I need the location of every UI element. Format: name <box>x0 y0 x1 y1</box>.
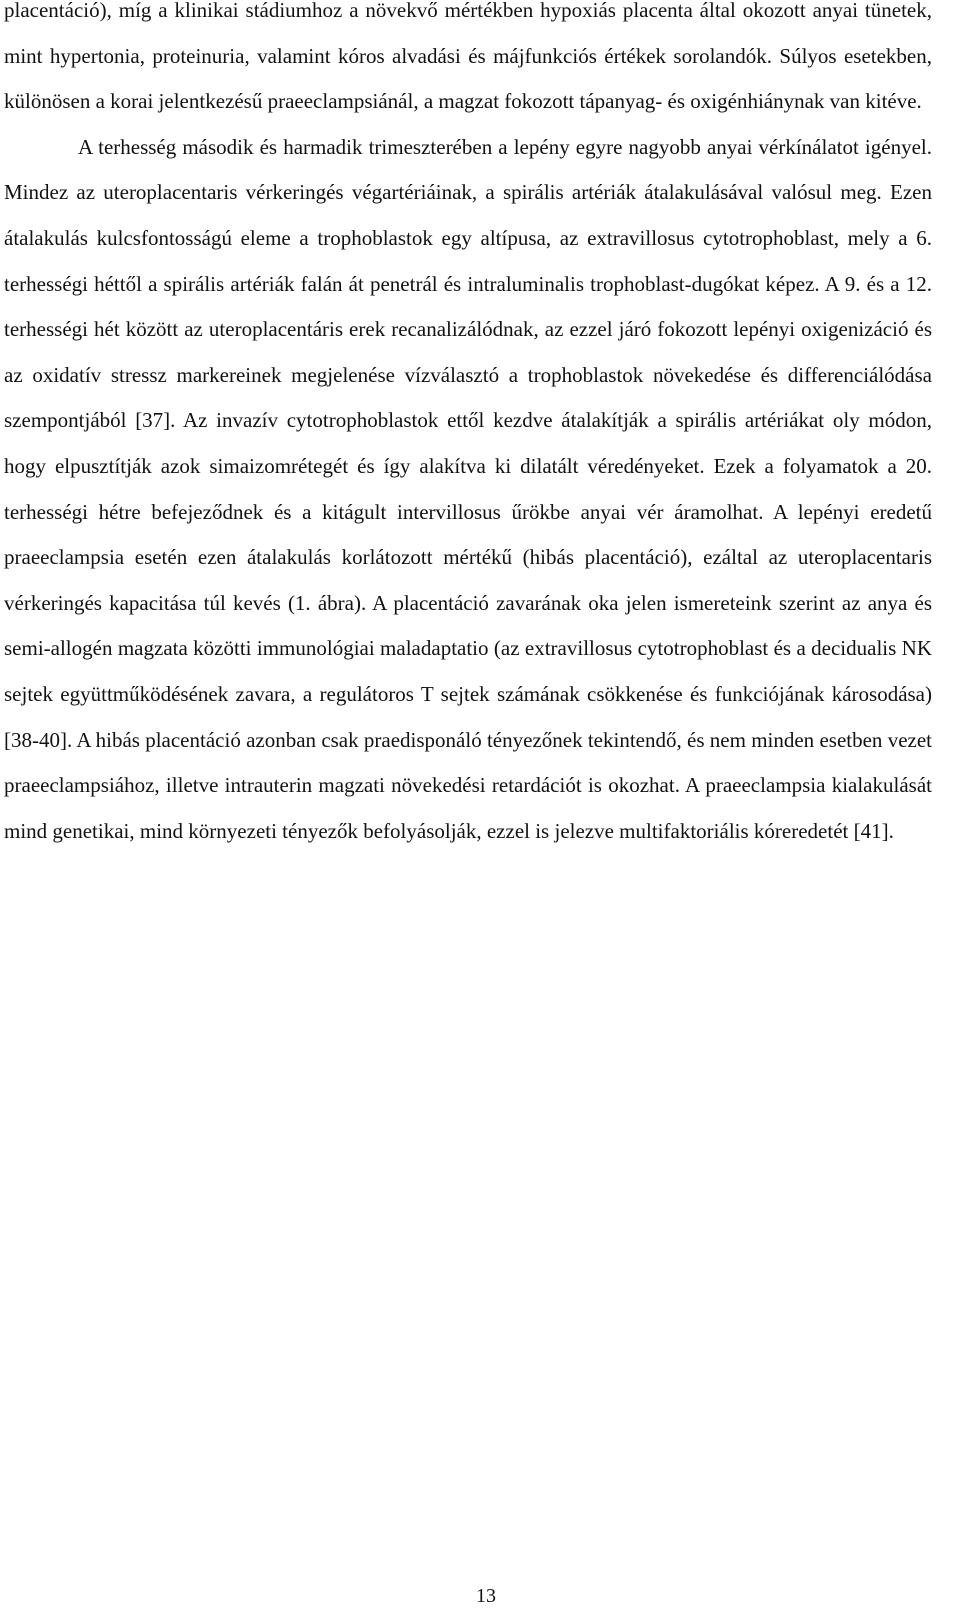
page-body <box>4 0 932 854</box>
page-number: 13 <box>476 1585 496 1607</box>
paragraph-placentation: A terhesség második és harmadik trimeszterében a lepény egyre nagyobb anyai vérkínálatot igényel. Mindez az uteroplacentaris vérkeringés végartériáinak, a spirális artériák átalakulásával valósul meg. Ezen átalakulás kulcsfontosságú eleme a trophoblastok egy altípusa, az extravillosus cytotrophoblast, mely a 6. terhességi héttől a spirális artériák falán át penetrál és intraluminalis trophoblast-dugókat képez. A 9. és a 12. terhességi hét között az uteroplacentáris erek recanalizálódnak, az ezzel járó fokozott lepényi oxigenizáció és az oxidatív stressz markereinek megjelenése vízválasztó a trophoblastok növekedése és differenciálódása szempontjából [37]. Az invazív cytotrophoblastok ettől kezdve átalakítják a spirális artériákat oly módon, hogy elpusztítják azok simaizomrétegét és így alakítva ki dilatált véredényeket. Ezek a folyamatok a 20. terhességi hétre befejeződnek és a kitágult intervillosus űrökbe anyai vér áramolhat. A lepényi eredetű praeeclampsia esetén ezen átalakulás korlátozott mértékű (hibás placentáció), ezáltal az uteroplacentaris vérkeringés kapacitása túl kevés (1. ábra). A placentáció zavarának oka jelen ismereteink szerint az anya és semi-allogén magzata közötti immunológiai maladaptatio (az extravillosus cytotrophoblast és a decidualis NK sejtek együttműködésének zavara, a regulátoros T sejtek számának csökkenése és funkciójának károsodása) [38-40]. A hibás placentáció azonban csak praedisponáló tényezőnek tekintendő, és nem minden esetben vezet praeeclampsiához, illetve intrauterin magzati növekedési retardációt is okozhat. A praeeclampsia kialakulását mind genetikai, mind környezeti tényezők befolyásolják, ezzel is jelezve multifaktoriális kóreredetét [41]. <box>4 134 932 843</box>
paragraph-continuation: placentáció), míg a klinikai stádiumhoz a növekvő mértékben hypoxiás placenta által okozott anyai tünetek, mint hypertonia, proteinuria, valamint kóros alvadási és májfunkciós értékek sorolandók. Súlyos esetekben, különösen a korai jelentkezésű praeeclampsiánál, a magzat fokozott tápanyag- és oxigénhiánynak van kitéve. <box>4 0 932 114</box>
